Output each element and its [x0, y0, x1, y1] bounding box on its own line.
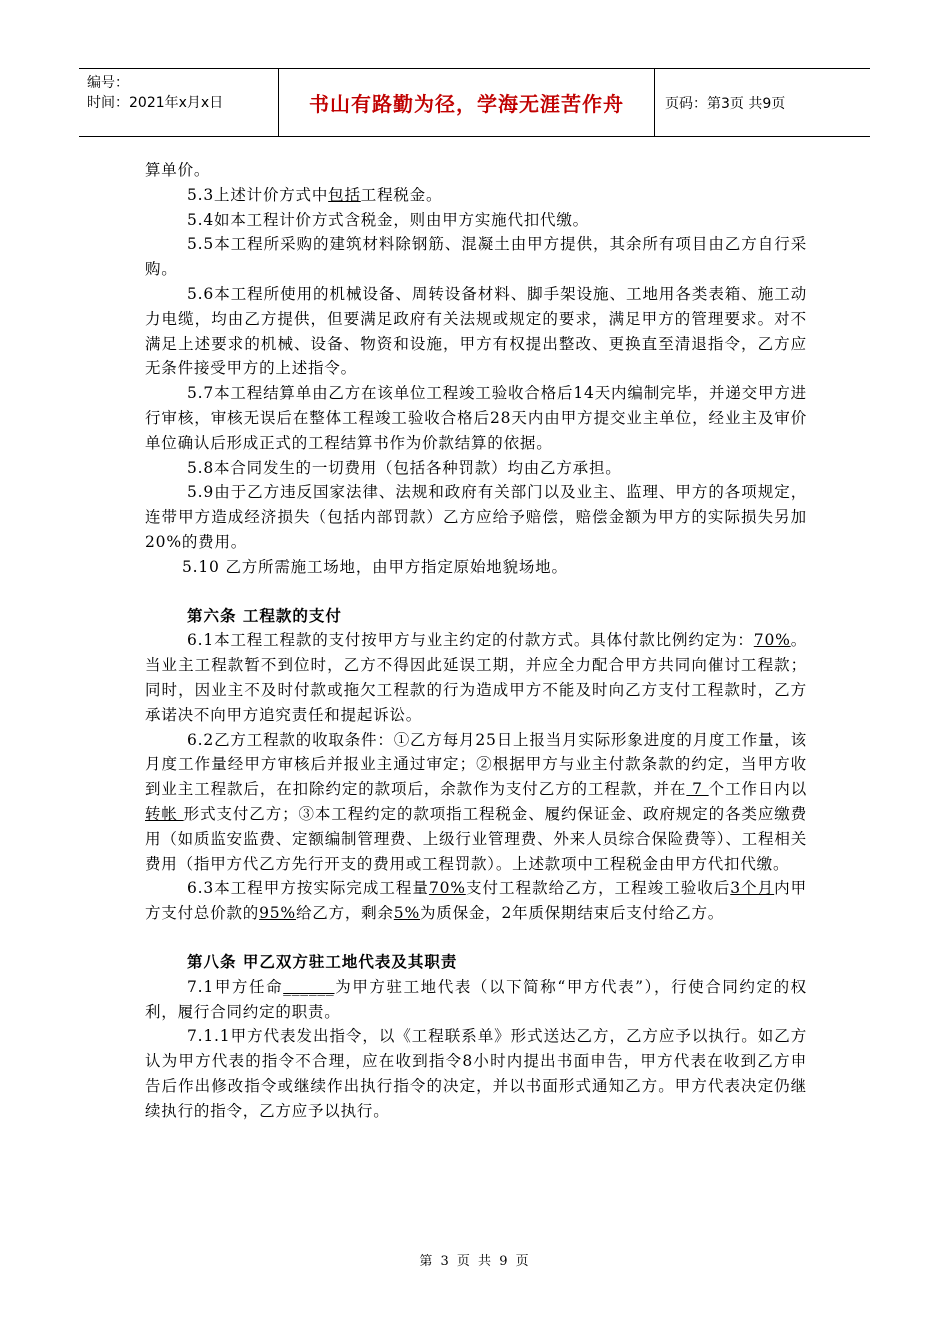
underlined-value: 3个月: [730, 879, 775, 898]
text-run: 5.3上述计价方式中: [187, 185, 329, 204]
document-date-label: 时间：2021年x月x日: [87, 95, 224, 111]
text-run: 支付工程款给乙方，工程竣工验收后: [465, 879, 731, 898]
paragraph: 5.8本合同发生的一切费用（包括各种罚款）均由乙方承担。: [187, 458, 622, 477]
paragraph: [145, 183, 807, 208]
page-footer: 第 3 页 共 9 页: [419, 1254, 531, 1269]
paragraph: 5.7本工程结算单由乙方在该单位工程竣工验收合格后14天内编制完毕，并递交甲方进行审核，审核无误后在整体工程竣工验收合格后28天内由甲方提交业主单位，经业主及审价单位确认后形成正式的工程结算书作为价款结算的依据。: [145, 384, 807, 452]
text-run: 为质保金，2年质保期结束后支付给乙方。: [419, 904, 725, 923]
paragraph: 算单价。: [145, 161, 211, 179]
document-number-label: 编号：: [87, 75, 129, 91]
header-page-label: 页码：第3页 共9页: [665, 95, 786, 112]
text-run: 6.1本工程工程款的支付按甲方与业主约定的付款方式。具体付款比例约定为：: [187, 631, 754, 650]
header-motto: 书山有路勤为径，学海无涯苦作舟: [309, 92, 624, 116]
underlined-value: 70%: [753, 631, 791, 650]
underlined-value: 转帐: [145, 804, 184, 823]
paragraph: 5.6本工程所使用的机械设备、周转设备材料、脚手架设施、工地用各类表箱、施工动力电缆，均由乙方提供，但要满足政府有关法规或规定的要求，满足甲方的管理要求。对不满足上述要求的机械、设备、物资和设施，甲方有权提出整改、更换直至清退指令，乙方应无条件接受甲方的上述指令。: [145, 284, 807, 378]
paragraph: [145, 628, 807, 727]
text-run: 个工作日内以: [708, 780, 807, 799]
text-run: 工程税金。: [360, 185, 443, 204]
paragraph: [145, 876, 807, 926]
section-heading: 第八条 甲乙双方驻工地代表及其职责: [187, 952, 458, 971]
paragraph: [145, 975, 807, 1025]
underlined-value: 7: [686, 780, 709, 799]
page-header: [79, 68, 870, 137]
paragraph: 5.10 乙方所需施工场地，由甲方指定原始地貌场地。: [182, 557, 568, 576]
spacer: [145, 580, 807, 604]
spacer: [145, 926, 807, 950]
header-meta: [79, 69, 279, 136]
section-heading: 第六条 工程款的支付: [187, 606, 342, 625]
paragraph: 5.9由于乙方违反国家法律、法规和政府有关部门以及业主、监理、甲方的各项规定，连带甲方造成经济损失（包括内部罚款）乙方应给予赔偿，赔偿金额为甲方的实际损失另加20%的费用。: [145, 483, 807, 551]
text-run: 6.2乙方工程款的收取条件：①乙方每月25日上报当月实际形象进度的月度工作量，该月度工作量经甲方审核后并报业主通过审定；②根据甲方与业主付款条款的约定，当甲方收到业主工程款后，在扣除约定的款项后，余款作为支付乙方的工程款，并在: [145, 730, 807, 799]
underlined-value: 95%: [259, 904, 296, 923]
paragraph: 5.5本工程所采购的建筑材料除钢筋、混凝土由甲方提供，其余所有项目由乙方自行采购。: [145, 235, 807, 279]
underlined-value: 包括: [328, 185, 361, 204]
blank-field: ______: [283, 977, 335, 996]
text-run: 7.1甲方任命: [187, 977, 284, 996]
header-motto-cell: [279, 69, 655, 136]
paragraph: 7.1.1甲方代表发出指令，以《工程联系单》形式送达乙方，乙方应予以执行。如乙方认为甲方代表的指令不合理，应在收到指令8小时内提出书面申告，甲方代表在收到乙方申告后作出修改指令或继续作出执行指令的决定，并以书面形式通知乙方。甲方代表决定仍继续执行的指令，乙方应予以执行。: [145, 1027, 807, 1120]
document-body: [145, 158, 807, 1123]
text-run: 。当业主工程款暂不到位时，乙方不得因此延误工期，并应全力配合甲方共同向催讨工程款；同时，因业主不及时付款或拖欠工程款的行为造成甲方不能及时向乙方支付工程款时，乙方承诺决不向甲方追究责任和提起诉讼。: [145, 631, 807, 724]
paragraph: [145, 728, 807, 877]
paragraph: 5.4如本工程计价方式含税金，则由甲方实施代扣代缴。: [187, 210, 589, 229]
underlined-value: 5%: [393, 904, 420, 923]
text-run: 为甲方驻工地代表（以下简称“甲方代表”），行使合同约定的权利，履行合同约定的职责。: [145, 977, 807, 1021]
text-run: 6.3本工程甲方按实际完成工程量: [187, 879, 429, 898]
text-run: 给乙方，剩余: [295, 904, 394, 923]
underlined-value: 70%: [428, 879, 466, 898]
text-run: 形式支付乙方；③本工程约定的款项指工程税金、履约保证金、政府规定的各类应缴费用（如质监安监费、定额编制管理费、上级行业管理费、外来人员综合保险费等）、工程相关费用（指甲方代乙方先行开支的费用或工程罚款）。上述款项中工程税金由甲方代扣代缴。: [145, 804, 808, 873]
text-run: 内甲方支付总价款的: [145, 879, 807, 923]
